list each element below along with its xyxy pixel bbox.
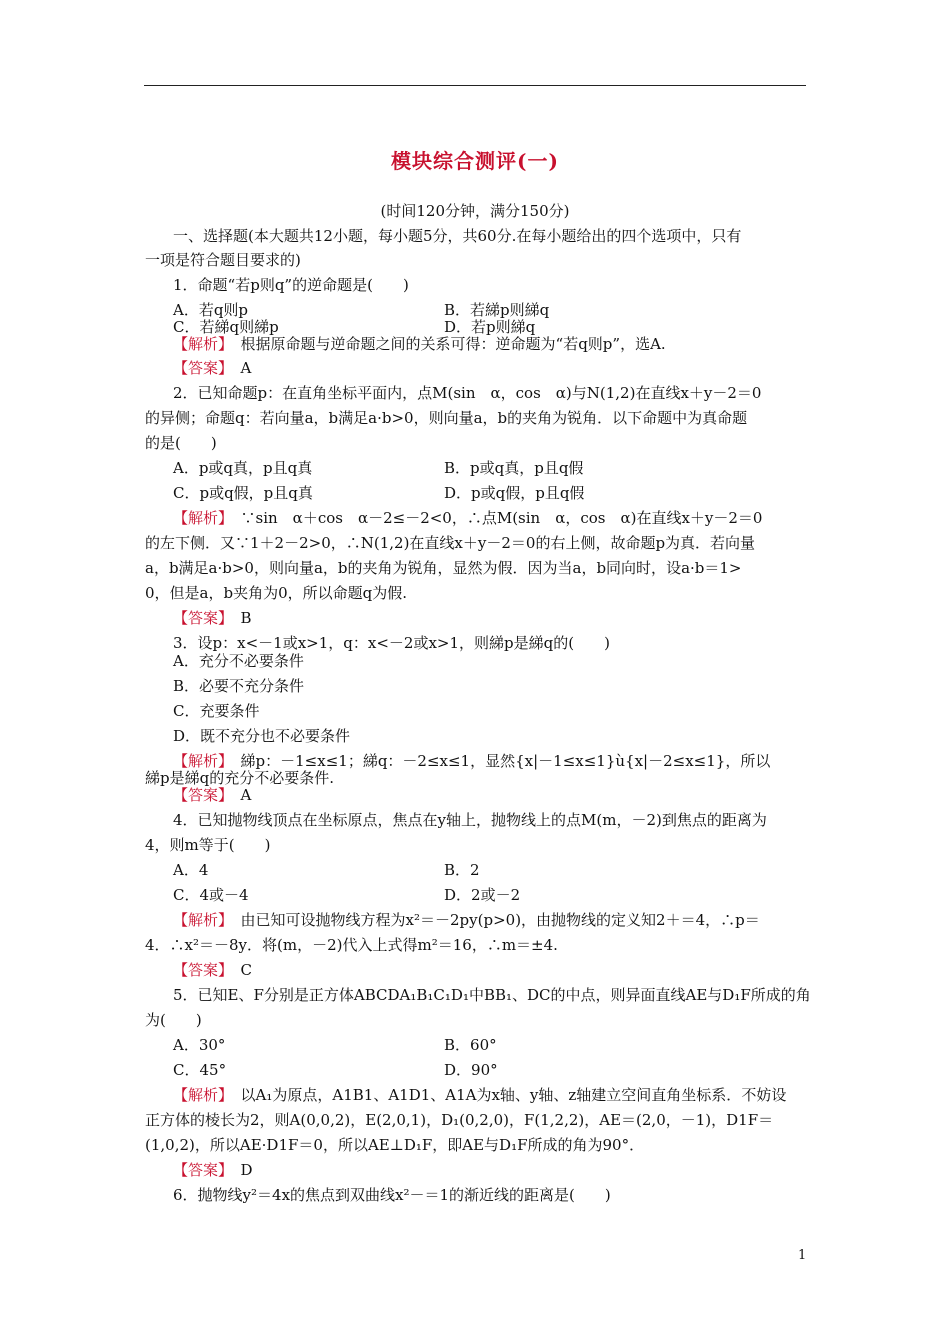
option: D．90° <box>444 1061 498 1079</box>
analysis-line: 正方体的棱长为2，则A(0,0,2)，E(2,0,1)，D₁(0,2,0)，F(1,2,2)，AE＝(2,0，－1)，D1F＝ <box>145 1111 774 1129</box>
answer-label: 【答案】 <box>173 609 226 627</box>
option: B．必要不充分条件 <box>173 677 305 695</box>
question-stem: 的异侧；命题q：若向量a，b满足a·b>0，则向量a，b的夹角为锐角．以下命题中为真命题 <box>145 409 748 427</box>
answer-label: 【答案】 <box>173 786 226 804</box>
option: A．4 <box>173 861 209 879</box>
question-stem: 2．已知命题p：在直角坐标平面内，点M(sin α，cos α)与N(1,2)在直线x＋y－2＝0 <box>173 384 762 402</box>
answer-label: 【答案】 <box>173 961 226 979</box>
analysis-line: 0，但是a，b夹角为0，所以命题q为假. <box>145 584 408 602</box>
answer-line: 【答案】 B <box>173 609 252 627</box>
analysis-line: 【解析】 ∵sin α＋cos α－2≤－2<0，∴点M(sin α，cos α)在直线x＋y－2＝0 <box>173 509 763 527</box>
analysis-line: 4．∴x²＝－8y．将(m，－2)代入上式得m²＝16，∴m＝±4. <box>145 936 558 954</box>
analysis-line: 【解析】 根据原命题与逆命题之间的关系可得：逆命题为“若q则p”，选A. <box>173 335 666 353</box>
question-stem: 6．抛物线y²＝4x的焦点到双曲线x²－＝1的渐近线的距离是( ) <box>173 1186 611 1204</box>
page-number: 1 <box>798 1248 807 1263</box>
analysis-line: a，b满足a·b>0，则向量a，b的夹角为锐角，显然为假．因为当a，b同向时，设a·b＝1> <box>145 559 742 577</box>
option: A．若q则p <box>173 301 249 319</box>
option: D．若p则綈q <box>444 318 536 336</box>
page-title: 模块综合测评(一) <box>391 149 559 173</box>
option: C．充要条件 <box>173 702 260 720</box>
option: B．60° <box>444 1036 497 1054</box>
question-stem: 的是( ) <box>145 434 217 452</box>
answer-label: 【答案】 <box>173 1161 226 1179</box>
page-subtitle: (时间120分钟，满分150分) <box>380 202 570 220</box>
question-stem: 3．设p：x<－1或x>1，q：x<－2或x>1，则綈p是綈q的( ) <box>173 634 610 652</box>
section-heading: 一、选择题(本大题共12小题，每小题5分，共60分.在每小题给出的四个选项中，只有 <box>173 227 742 245</box>
question-stem: 1．命题“若p则q”的逆命题是( ) <box>173 276 409 294</box>
top-rule <box>144 85 806 86</box>
answer-line: 【答案】 C <box>173 961 253 979</box>
option: B．若綈p则綈q <box>444 301 550 319</box>
answer-line: 【答案】 A <box>173 786 252 804</box>
question-stem: 为( ) <box>145 1011 202 1029</box>
option: D．p或q假，p且q假 <box>444 484 585 502</box>
analysis-line: 綈p是綈q的充分不必要条件. <box>145 769 334 787</box>
option: C．45° <box>173 1061 227 1079</box>
option: C．p或q假，p且q真 <box>173 484 313 502</box>
analysis-line: 的左下侧．又∵1＋2－2>0，∴N(1,2)在直线x＋y－2＝0的右上侧，故命题p为真．若向量 <box>145 534 756 552</box>
option: A．p或q真，p且q真 <box>173 459 313 477</box>
question-stem: 4．已知抛物线顶点在坐标原点，焦点在y轴上，抛物线上的点M(m，－2)到焦点的距离为 <box>173 811 767 829</box>
option: B．p或q真，p且q假 <box>444 459 584 477</box>
option: A．30° <box>173 1036 226 1054</box>
analysis-line: 【解析】 以A₁为原点，A1B1、A1D1、A1A为x轴、y轴、z轴建立空间直角坐标系．不妨设 <box>173 1086 787 1104</box>
analysis-line: 【解析】 由已知可设抛物线方程为x²＝－2py(p>0)，由抛物线的定义知2＋＝4，∴p＝ <box>173 911 760 929</box>
option: C．4或－4 <box>173 886 249 904</box>
option: A．充分不必要条件 <box>173 652 304 670</box>
analysis-label: 【解析】 <box>173 335 226 353</box>
question-stem: 4，则m等于( ) <box>145 836 271 854</box>
answer-line: 【答案】 A <box>173 359 252 377</box>
option: C．若綈q则綈p <box>173 318 279 336</box>
answer-line: 【答案】 D <box>173 1161 253 1179</box>
analysis-label: 【解析】 <box>173 911 226 929</box>
option: D．2或－2 <box>444 886 521 904</box>
analysis-label: 【解析】 <box>173 752 226 770</box>
analysis-line: 【解析】 綈p：－1≤x≤1；綈q：－2≤x≤1，显然{x|－1≤x≤1}ù{x|－2≤x≤1}，所以 <box>173 752 771 770</box>
option: B．2 <box>444 861 480 879</box>
analysis-label: 【解析】 <box>173 509 226 527</box>
question-stem: 5．已知E、F分别是正方体ABCDA₁B₁C₁D₁中BB₁、DC的中点，则异面直线AE与D₁F所成的角 <box>173 986 811 1004</box>
analysis-line: (1,0,2)，所以AE·D1F＝0，所以AE⊥D₁F，即AE与D₁F所成的角为90°． <box>145 1136 645 1154</box>
option: D．既不充分也不必要条件 <box>173 727 351 745</box>
section-heading-cont: 一项是符合题目要求的) <box>145 251 301 269</box>
analysis-label: 【解析】 <box>173 1086 226 1104</box>
answer-label: 【答案】 <box>173 359 226 377</box>
